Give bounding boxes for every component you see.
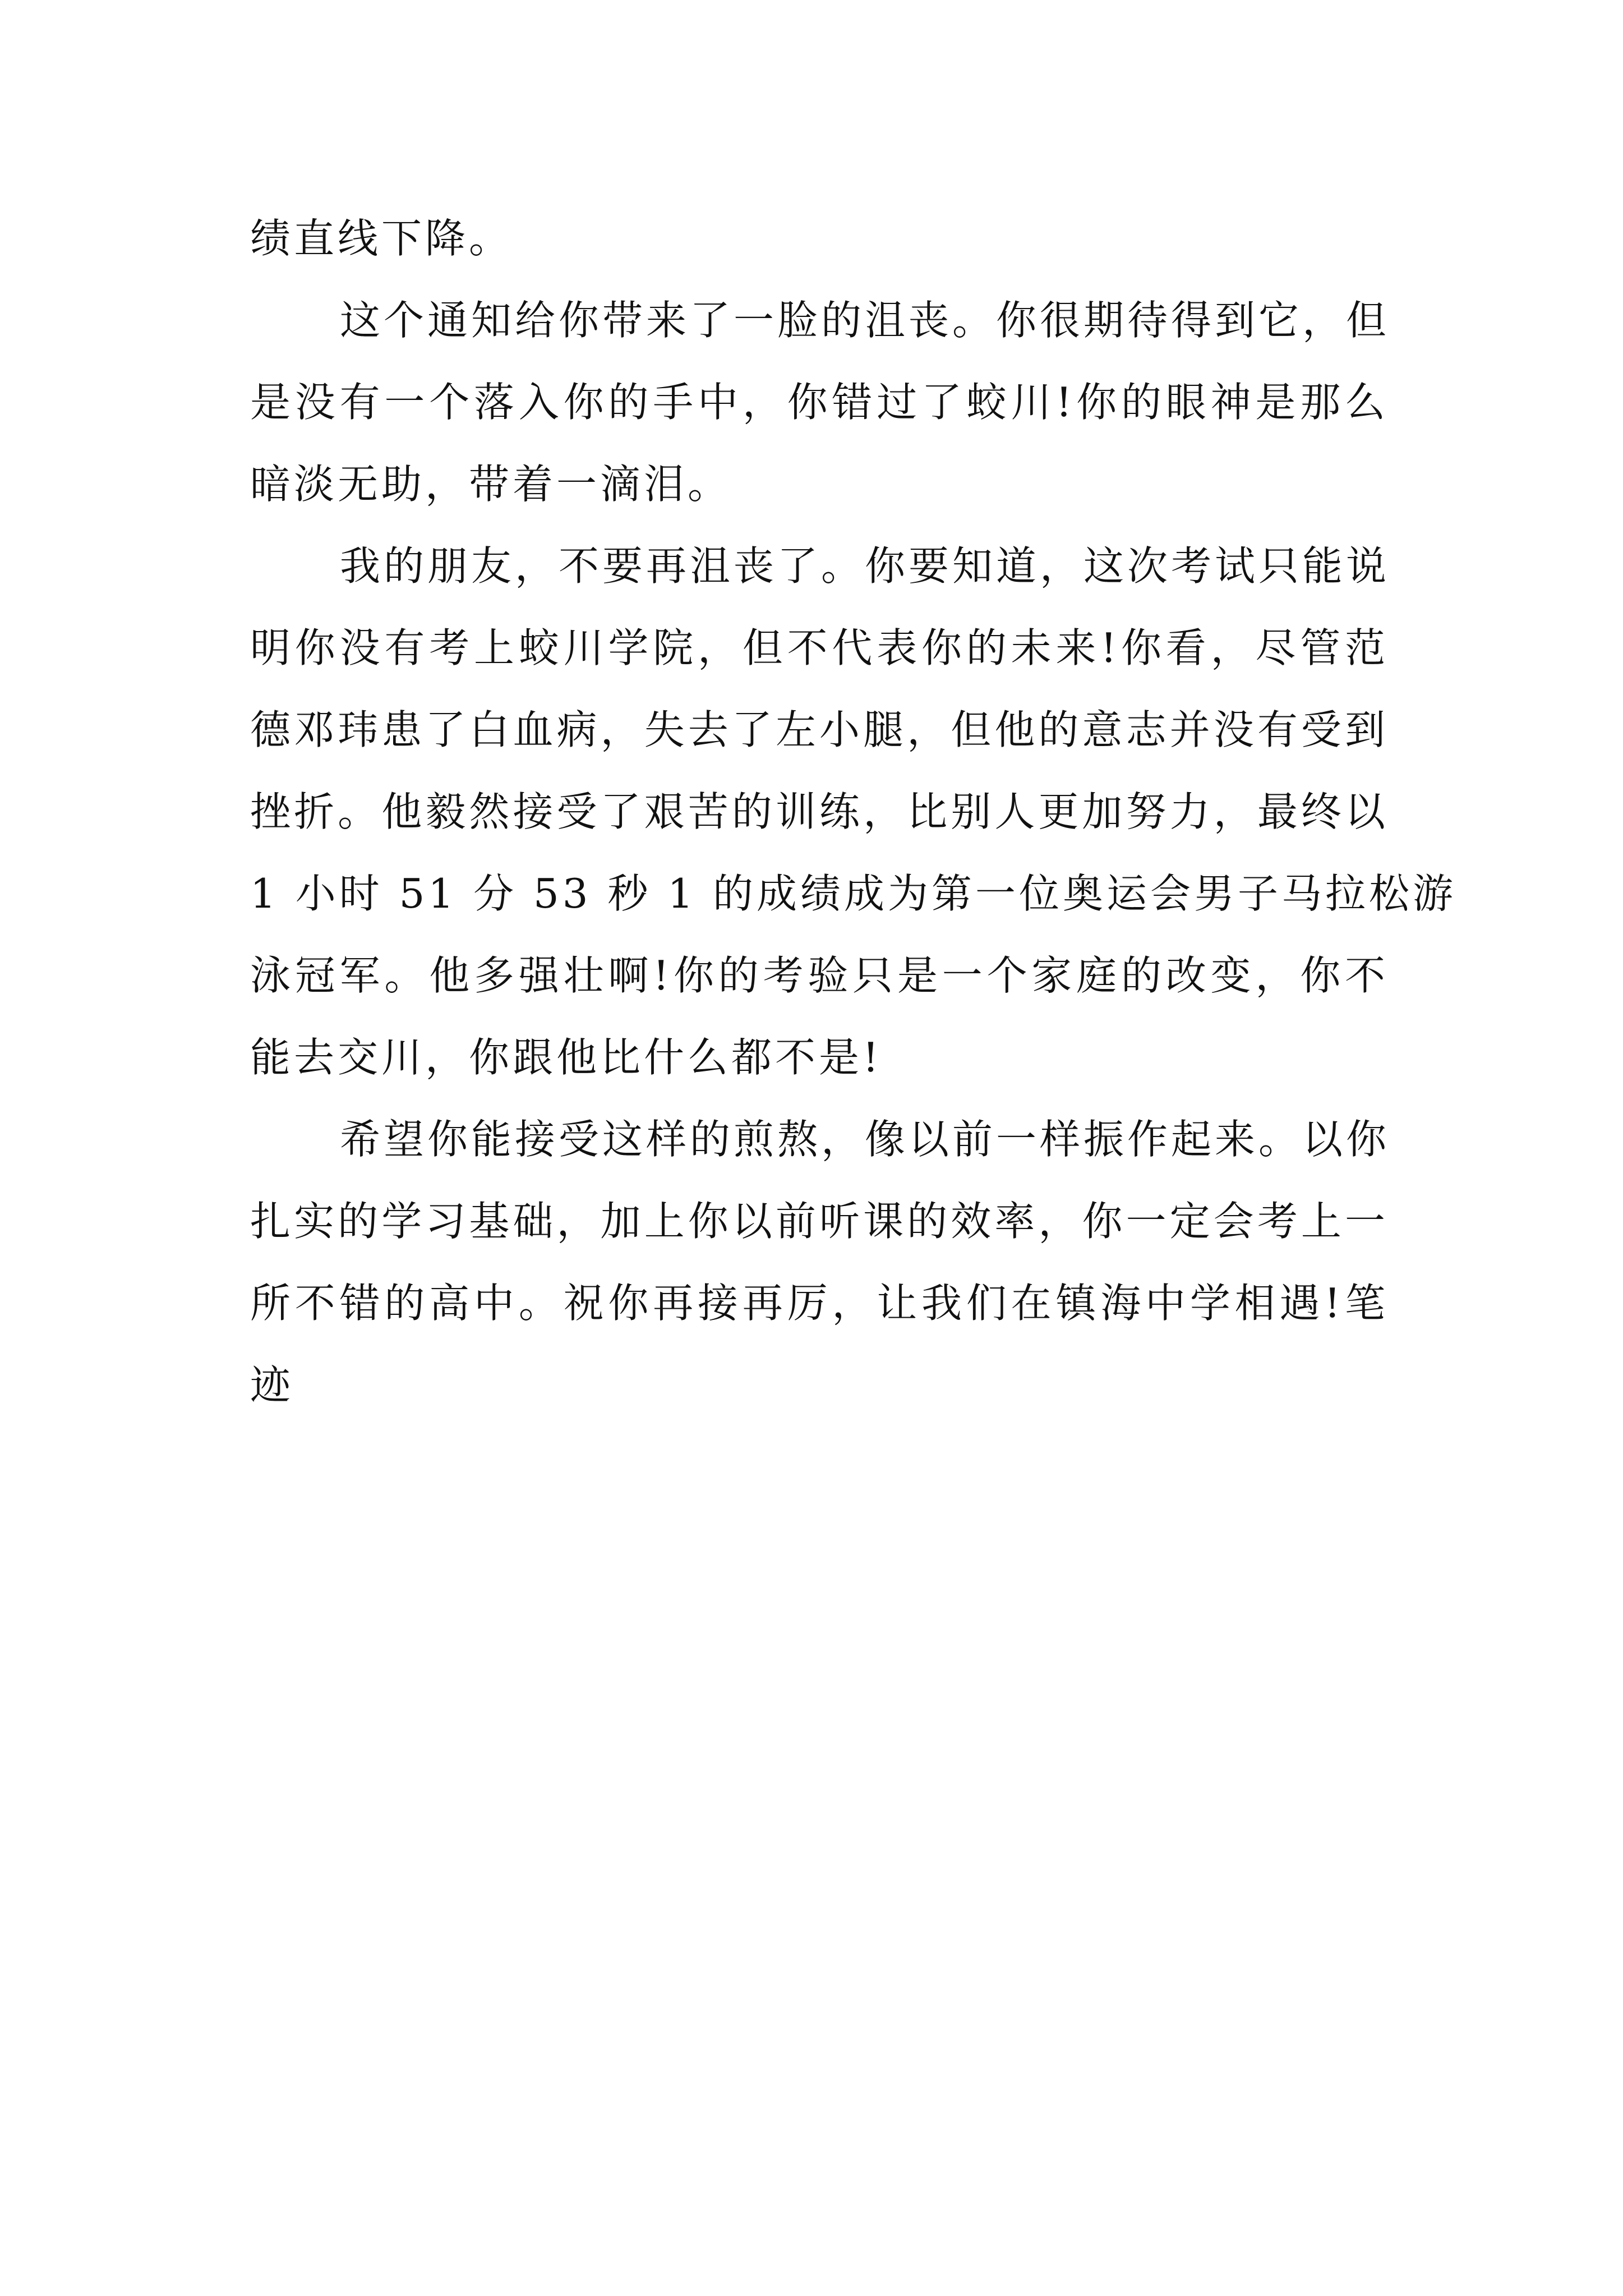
text-line: 我的朋友，不要再沮丧了。你要知道，这次考试只能说 xyxy=(340,542,1390,590)
text-line: 泳冠军。他多强壮啊!你的考验只是一个家庭的改变，你不 xyxy=(250,952,1389,999)
text-line: 希望你能接受这样的煎熬，像以前一样振作起来。以你 xyxy=(340,1116,1390,1163)
document-body xyxy=(250,197,1457,1426)
text-line: 1 小时 51 分 53 秒 1 的成绩成为第一位奥运会男子马拉松游 xyxy=(250,870,1457,917)
text-line: 挫折。他毅然接受了艰苦的训练，比别人更加努力，最终以 xyxy=(250,788,1389,835)
text-line: 是没有一个落入你的手中，你错过了蛟川!你的眼神是那么 xyxy=(250,379,1389,426)
paragraph-3 xyxy=(250,525,1457,1098)
text-line: 暗淡无助，带着一滴泪。 xyxy=(250,461,732,508)
text-line: 这个通知给你带来了一脸的沮丧。你很期待得到它，但 xyxy=(340,297,1390,344)
text-line: 扎实的学习基础，加上你以前听课的效率，你一定会考上一 xyxy=(250,1198,1389,1245)
text-line: 德邓玮患了白血病，失去了左小腿，但他的意志并没有受到 xyxy=(250,706,1389,753)
text-line: 绩直线下降。 xyxy=(250,215,513,262)
text-line: 迹 xyxy=(250,1361,294,1409)
paragraph-4 xyxy=(250,1098,1389,1426)
paragraph-1 xyxy=(250,197,1389,279)
text-line: 所不错的高中。祝你再接再厉，让我们在镇海中学相遇!笔 xyxy=(250,1280,1389,1327)
text-line: 明你没有考上蛟川学院，但不代表你的未来!你看，尽管范 xyxy=(250,624,1389,671)
text-line: 能去交川，你跟他比什么都不是! xyxy=(250,1034,882,1081)
paragraph-2 xyxy=(250,279,1389,525)
